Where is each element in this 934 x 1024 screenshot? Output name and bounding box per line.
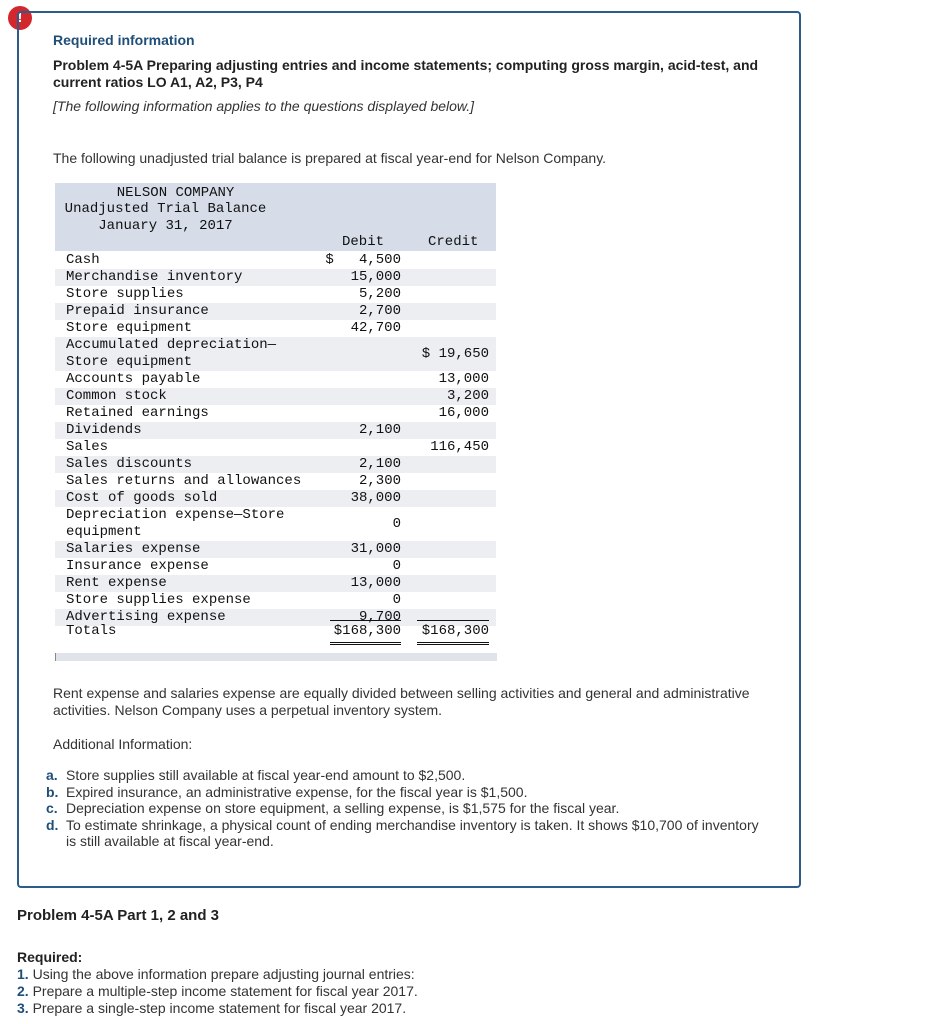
list-item (46, 817, 766, 850)
debit-amount: 2,300 (358, 473, 401, 489)
list-item-letter: a. (46, 767, 58, 783)
debit-amount: 31,000 (350, 541, 401, 557)
account-name: Prepaid insurance (66, 303, 209, 319)
debit-amount: 0 (392, 592, 401, 608)
account-name: Accounts payable (66, 371, 201, 387)
account-name: Salaries expense (66, 541, 201, 557)
account-name: Sales (66, 439, 109, 455)
credit-header: Credit (428, 234, 479, 250)
table-row (55, 490, 496, 507)
debit-amount: 15,000 (350, 269, 401, 285)
required-item-number: 2. (17, 983, 29, 999)
table-footer-bar (55, 653, 497, 661)
table-row (55, 388, 496, 405)
table-row (55, 541, 496, 558)
debit-amount: 2,100 (358, 456, 401, 472)
totals-credit: $168,300 (421, 623, 489, 639)
required-item-number: 3. (17, 1000, 29, 1016)
account-name: Store supplies (66, 286, 184, 302)
debit-amount: 2,100 (358, 422, 401, 438)
debit-amount: 38,000 (350, 490, 401, 506)
required-section (17, 949, 418, 1017)
debit-amount: 5,200 (358, 286, 401, 302)
additional-information-label: Additional Information: (53, 736, 193, 752)
table-row (55, 303, 496, 320)
required-label: Required: (17, 949, 83, 965)
trial-balance-table (55, 183, 496, 661)
account-name: Rent expense (66, 575, 167, 591)
debit-amount: $ 4,500 (325, 252, 401, 268)
account-name: Sales discounts (66, 456, 193, 472)
intro-text: The following unadjusted trial balance is prepared at fiscal year-end for Nelson Company. (53, 150, 607, 166)
account-name: Cost of goods sold (66, 490, 218, 506)
account-name: Depreciation expense—Store equipment (66, 507, 285, 540)
list-item (46, 784, 766, 801)
table-row (55, 473, 496, 490)
table-row (55, 269, 496, 286)
applies-note: [The following information applies to the questions displayed below.] (53, 98, 475, 114)
credit-amount: $ 19,650 (421, 345, 489, 362)
table-row (55, 371, 496, 388)
table-row (55, 405, 496, 422)
table-row (55, 456, 496, 473)
table-row (55, 439, 496, 456)
list-item-letter: d. (46, 816, 59, 833)
table-row (55, 592, 496, 609)
required-item (17, 983, 418, 1000)
account-name: Accumulated depreciation— Store equipment (66, 337, 277, 370)
credit-amount: 116,450 (430, 439, 489, 455)
account-name: Dividends (66, 422, 142, 438)
account-name: Merchandise inventory (66, 269, 243, 285)
account-name: Retained earnings (66, 405, 209, 421)
account-name: Store supplies expense (66, 592, 251, 608)
alert-icon: ! (8, 6, 32, 30)
list-item-text: Depreciation expense on store equipment, a selling expense, is $1,575 for the fiscal year. (66, 800, 620, 816)
debit-amount: 0 (392, 515, 401, 532)
totals-debit: $168,300 (333, 623, 401, 639)
additional-information-list (46, 767, 766, 850)
account-name: Common stock (66, 388, 167, 404)
required-information-heading: Required information (53, 32, 195, 48)
table-row (55, 320, 496, 337)
debit-amount: 0 (392, 558, 401, 574)
required-item (17, 1000, 418, 1017)
rent-salaries-note: Rent expense and salaries expense are equally divided between selling activities and general and administrative activities. Nelson Company uses a perpetual inventory system. (53, 685, 750, 718)
account-name: Cash (66, 252, 100, 268)
required-item-text: Using the above information prepare adjusting journal entries: (32, 966, 415, 982)
account-name: Store equipment (66, 320, 193, 336)
table-row (55, 286, 496, 303)
table-row (55, 558, 496, 575)
credit-amount: 16,000 (438, 405, 489, 421)
part-title: Problem 4-5A Part 1, 2 and 3 (17, 907, 220, 924)
debit-amount: 2,700 (358, 303, 401, 319)
required-list (17, 966, 418, 1017)
double-rule-credit (417, 642, 489, 645)
totals-row (55, 623, 496, 641)
problem-title: Problem 4-5A Preparing adjusting entries and income statements; computing gross margin, acid-test, and current ratios LO A1, A2, P3, P4 (53, 57, 759, 90)
statement-title: Unadjusted Trial Balance (64, 201, 267, 217)
required-item-text: Prepare a multiple-step income statement for fiscal year 2017. (32, 983, 418, 999)
statement-date: January 31, 2017 (98, 218, 233, 234)
totals-label: Totals (66, 623, 117, 639)
table-row (55, 252, 496, 269)
subtotal-rule-debit (330, 620, 401, 621)
debit-amount: 42,700 (350, 320, 401, 336)
list-item (46, 800, 766, 817)
debit-amount: 9,700 (358, 609, 401, 625)
list-item-letter: b. (46, 783, 59, 800)
account-name: Insurance expense (66, 558, 209, 574)
required-item-text: Prepare a single-step income statement for fiscal year 2017. (32, 1000, 407, 1016)
list-item-text: Expired insurance, an administrative expense, for the fiscal year is $1,500. (66, 783, 528, 800)
list-item-text: To estimate shrinkage, a physical count of ending merchandise inventory is taken. It shows $10,700 of inventory is still available at fiscal year-end. (66, 816, 759, 849)
company-name: NELSON COMPANY (116, 185, 235, 201)
credit-amount: 3,200 (446, 388, 489, 404)
list-item-letter: c. (46, 800, 58, 816)
table-row (55, 337, 496, 371)
double-rule-debit (330, 642, 401, 645)
account-name: Advertising expense (66, 609, 226, 625)
table-row (55, 422, 496, 439)
required-item-number: 1. (17, 966, 29, 982)
debit-amount: 13,000 (350, 575, 401, 591)
list-item-text: Store supplies still available at fiscal year-end amount to $2,500. (66, 767, 466, 783)
table-row (55, 507, 496, 541)
table-row (55, 575, 496, 592)
credit-amount: 13,000 (438, 371, 489, 387)
debit-header: Debit (342, 234, 385, 250)
required-item (17, 966, 418, 983)
list-item (46, 767, 766, 784)
subtotal-rule-credit (417, 620, 489, 621)
trial-balance-header (55, 183, 496, 251)
account-name: Sales returns and allowances (66, 473, 302, 489)
